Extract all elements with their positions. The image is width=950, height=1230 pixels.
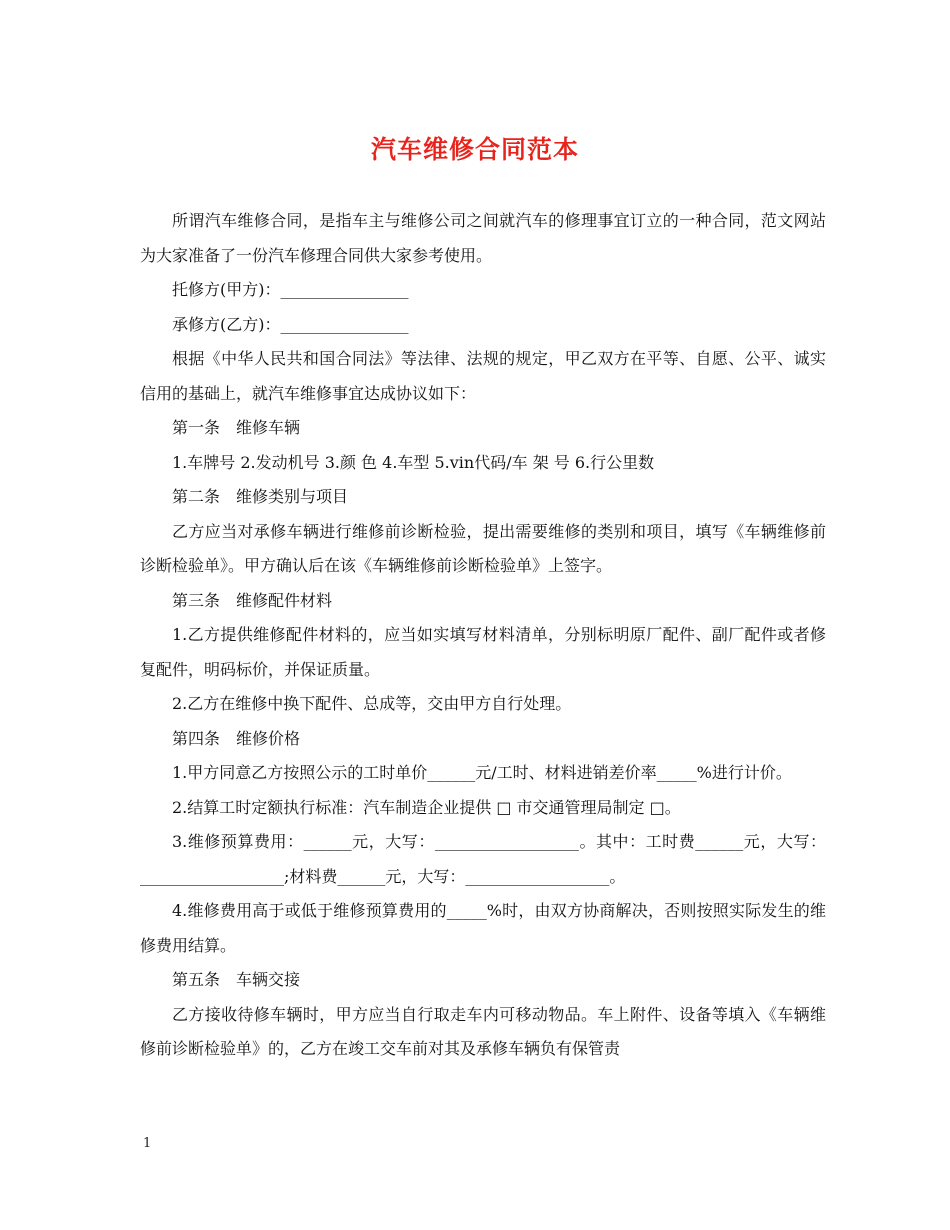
section-heading: 第五条 车辆交接 (172, 970, 301, 989)
section-heading: 第一条 维修车辆 (172, 418, 301, 437)
paragraph: 2.结算工时定额执行标准：汽车制造企业提供 □ 市交通管理局制定 □。 (172, 797, 681, 817)
section-heading: 第四条 维修价格 (172, 728, 301, 748)
paragraph: 1.乙方提供维修配件材料的，应当如实填写材料清单，分别标明原厂配件、副厂配件或者修复配件，明码标价，并保证质量。 (140, 625, 826, 679)
paragraph: 1.车牌号 2.发动机号 3.颜 色 4.车型 5.vin代码/车 架 号 6.行公里数 (172, 452, 655, 472)
paragraph: 4.维修费用高于或低于维修预算费用的_____%时，由双方协商解决，否则按照实际发生的维修费用结算。 (140, 901, 826, 955)
paragraph: 托修方(甲方)：________________ (172, 280, 409, 299)
paragraph: 根据《中华人民共和国合同法》等法律、法规的规定，甲乙双方在平等、自愿、公平、诚实信用的基础上，就汽车维修事宜达成协议如下： (140, 349, 826, 403)
paragraph: 2.乙方在维修中换下配件、总成等，交由甲方自行处理。 (172, 694, 572, 713)
page-number: 1 (143, 1136, 152, 1151)
paragraph: 1.甲方同意乙方按照公示的工时单价______元/工时、材料进销差价率_____%进行计价。 (172, 763, 792, 782)
paragraph: 3.维修预算费用：______元，大写：__________________。其中：工时费______元，大写：__________________;材料费______元，大写：__________________。 (140, 832, 826, 886)
paragraph: 乙方应当对承修车辆进行维修前诊断检验，提出需要维修的类别和项目，填写《车辆维修前诊断检验单》。甲方确认后在该《车辆维修前诊断检验单》上签字。 (140, 521, 826, 575)
paragraph: 承修方(乙方)：________________ (172, 314, 409, 334)
paragraph: 所谓汽车维修合同，是指车主与维修公司之间就汽车的修理事宜订立的一种合同，范文网站为大家准备了一份汽车修理合同供大家参考使用。 (140, 211, 826, 265)
document-body (140, 204, 826, 1067)
document-title: 汽车维修合同范本 (370, 135, 579, 164)
section-heading: 第三条 维修配件材料 (172, 590, 333, 610)
section-heading: 第二条 维修类别与项目 (172, 487, 349, 506)
paragraph: 乙方接收待修车辆时，甲方应当自行取走车内可移动物品。车上附件、设备等填入《车辆维修前诊断检验单》的，乙方在竣工交车前对其及承修车辆负有保管责 (140, 1004, 826, 1058)
